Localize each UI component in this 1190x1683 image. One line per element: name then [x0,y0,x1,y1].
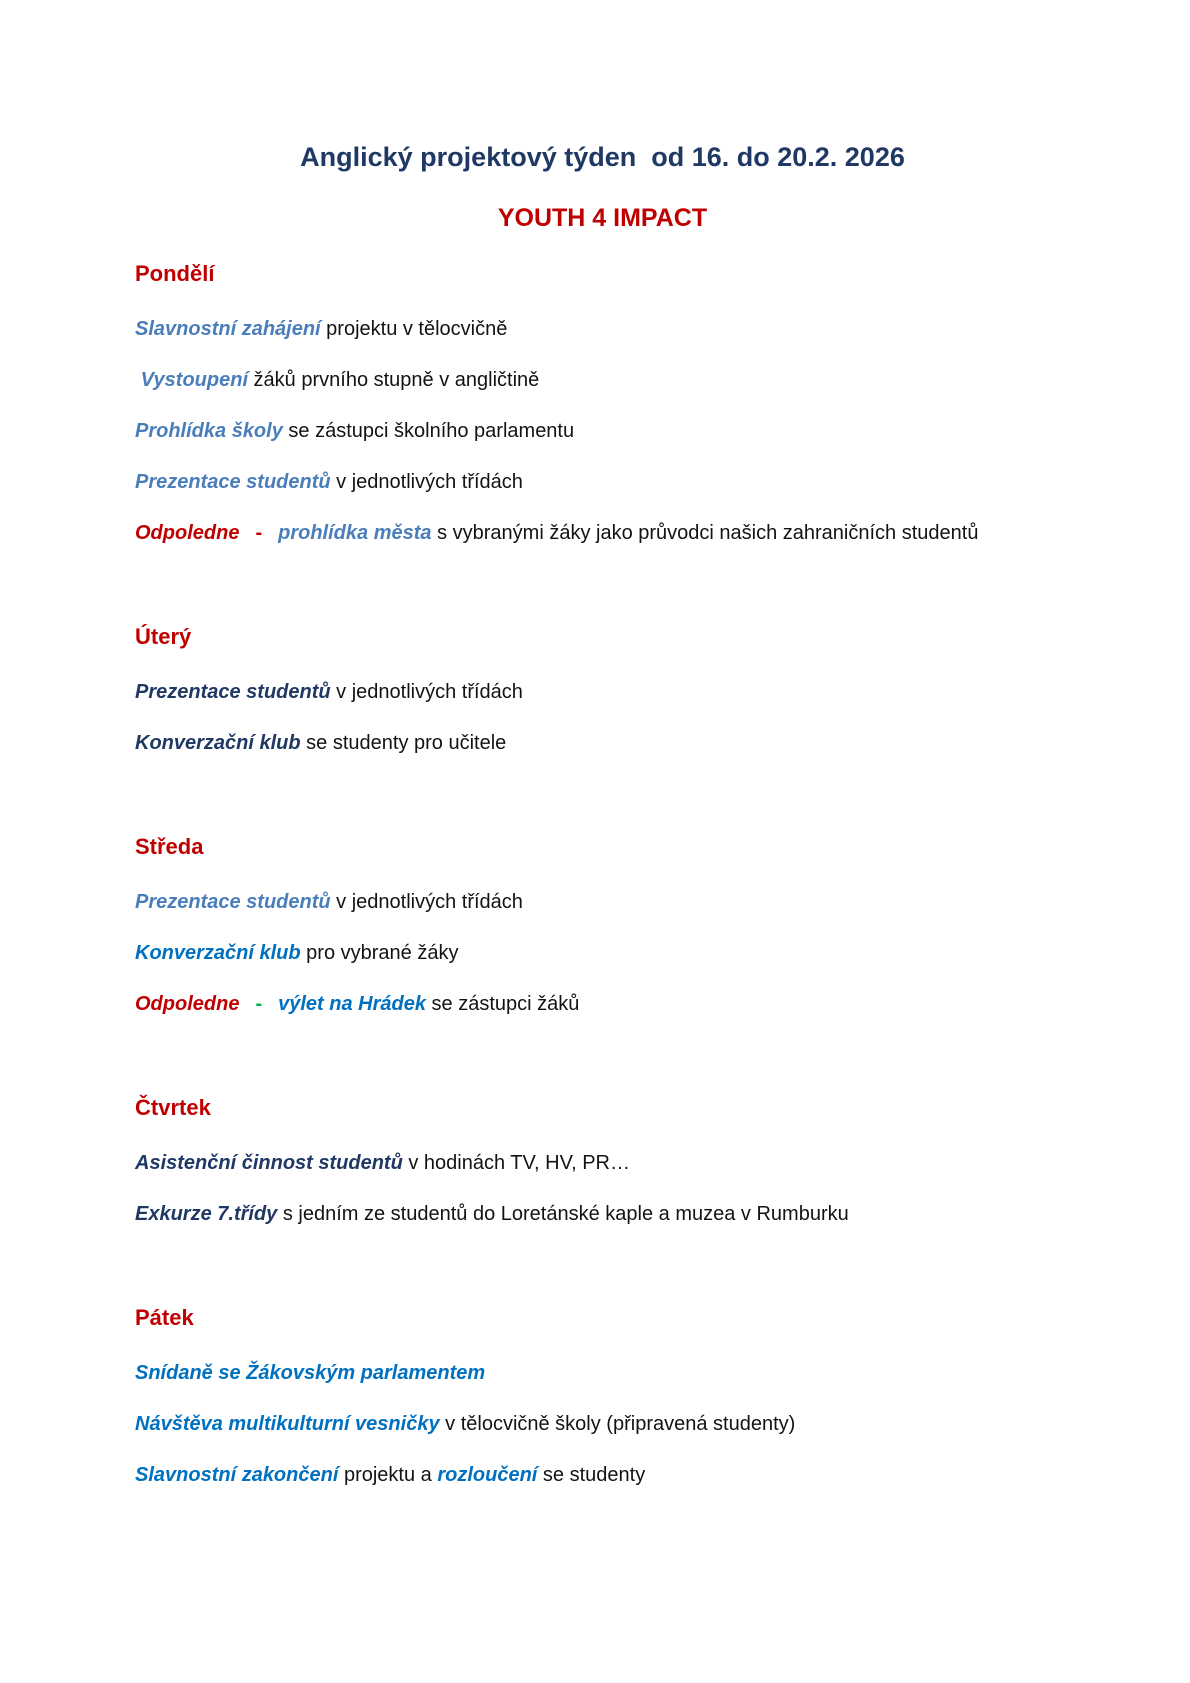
schedule-line [135,667,1070,718]
activity-text: pro vybrané žáky [300,942,459,964]
activity-lead: prohlídka města [278,522,432,544]
activity-lead: Exkurze 7.třídy [135,1203,278,1225]
day-section [135,248,1070,559]
activity-lead: Prezentace studentů [135,471,331,493]
activity-lead: rozloučení [437,1464,538,1486]
schedule-line [135,508,1070,559]
schedule-line [135,1138,1070,1189]
activity-text: v hodinách TV, HV, PR… [402,1152,630,1174]
time-label: Odpoledne [135,993,240,1015]
activity-lead: Slavnostní zahájení [135,318,321,340]
day-heading: Pondělí [135,261,215,286]
schedule-line [135,877,1070,928]
activity-text: s jedním ze studentů do Loretánské kaple a muzea v Rumburku [277,1203,849,1225]
document-title: Anglický projektový týden od 16. do 20.2. 2026 [300,142,905,172]
schedule-line [135,1189,1070,1240]
activity-text: se zástupci školního parlamentu [282,420,575,442]
schedule-line [135,304,1070,355]
activity-text: se studenty pro učitele [300,732,507,754]
activity-text: s vybranými žáky jako průvodci našich zahraničních studentů [431,522,979,544]
activity-text: v jednotlivých třídách [330,681,523,703]
day-section [135,611,1070,769]
activity-text: v tělocvičně školy (připravená studenty) [439,1413,796,1435]
day-heading: Úterý [135,624,192,649]
activity-lead: Prohlídka školy [135,420,283,442]
activity-text: se studenty [537,1464,646,1486]
activity-text: v jednotlivých třídách [330,471,523,493]
activity-text: žáků prvního stupně v angličtině [248,369,540,391]
time-label: Odpoledne [135,522,240,544]
dash-separator: - [255,993,263,1015]
schedule-line [135,928,1070,979]
day-heading: Pátek [135,1305,194,1330]
activity-lead: Snídaně se Žákovským parlamentem [135,1362,486,1384]
activity-text: projektu a [338,1464,438,1486]
activity-lead: Slavnostní zakončení [135,1464,339,1486]
schedule-days [135,248,1070,1501]
schedule-line [135,457,1070,508]
schedule-line [135,1450,1070,1501]
schedule-line [135,718,1070,769]
document-subtitle: YOUTH 4 IMPACT [497,204,708,232]
activity-lead: Prezentace studentů [135,681,331,703]
schedule-line [135,979,1070,1030]
activity-lead: Asistenční činnost studentů [135,1152,403,1174]
schedule-line [135,1399,1070,1450]
schedule-line [135,406,1070,457]
day-section [135,1082,1070,1240]
activity-lead: výlet na Hrádek [278,993,426,1015]
dash-separator: - [255,522,263,544]
activity-lead: Konverzační klub [135,732,301,754]
day-heading: Středa [135,834,204,859]
activity-text: projektu v tělocvičně [320,318,508,340]
day-section [135,1292,1070,1501]
activity-lead: Návštěva multikulturní vesničky [135,1413,440,1435]
activity-text: se zástupci žáků [425,993,580,1015]
schedule-line [135,1348,1070,1399]
day-section [135,821,1070,1030]
activity-text: v jednotlivých třídách [330,891,523,913]
schedule-line [135,355,1070,406]
day-heading: Čtvrtek [135,1095,211,1120]
activity-lead: Vystoupení [135,369,248,391]
activity-lead: Prezentace studentů [135,891,331,913]
activity-lead: Konverzační klub [135,942,301,964]
